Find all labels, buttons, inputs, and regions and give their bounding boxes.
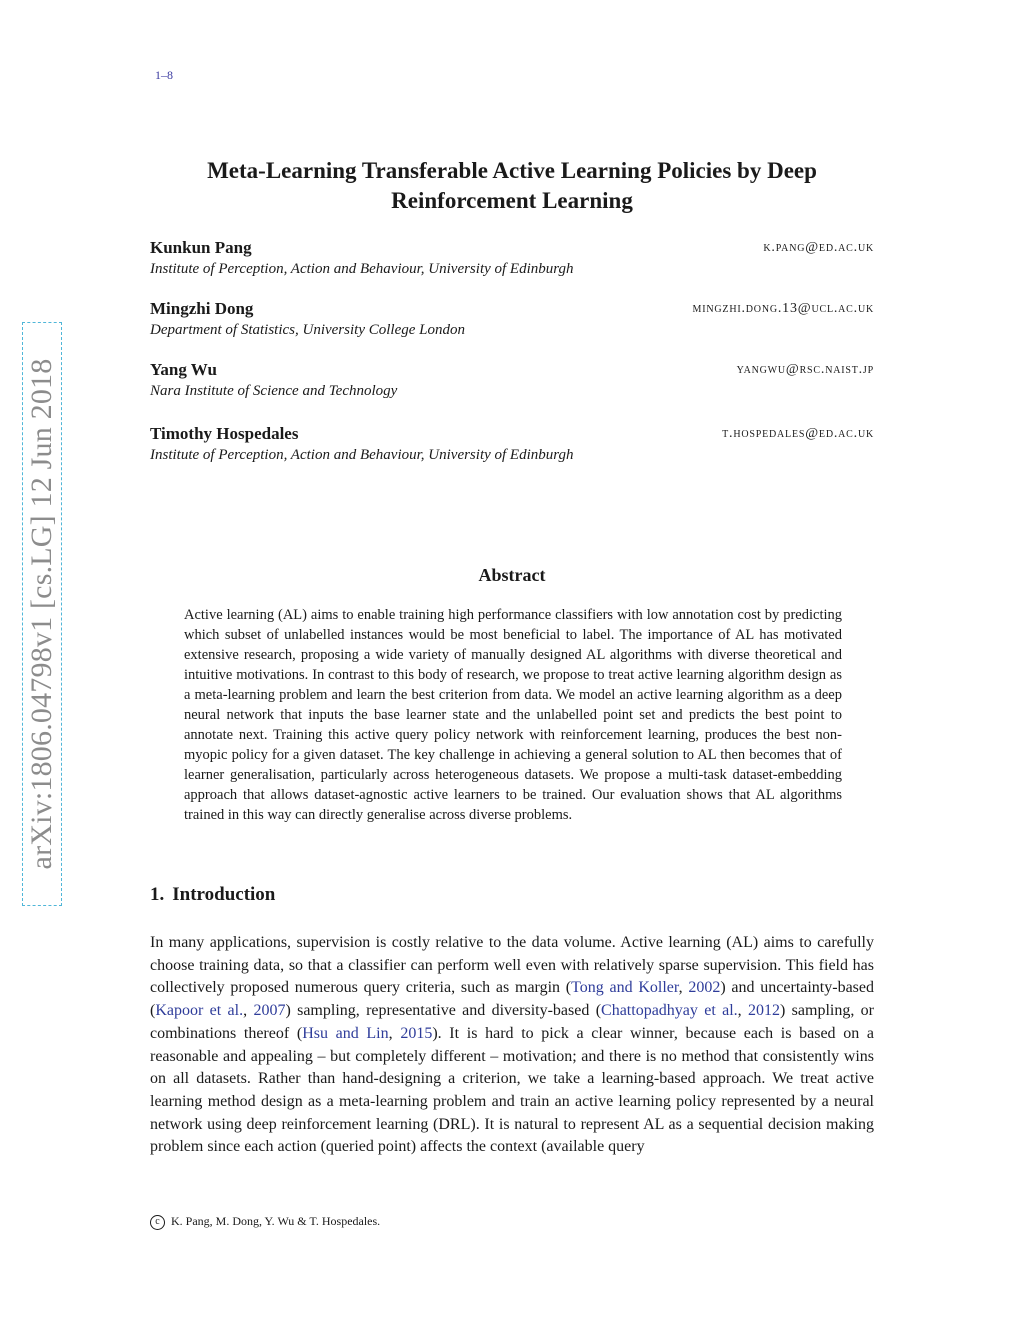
- abstract-body: Active learning (AL) aims to enable training high performance classifiers with low annotation cost by predicting which subset of unlabelled instances would be most beneficial to label. The importance of AL has motivated extensive research, proposing a wide variety of manually designed AL algorithms with diverse theoretical and intuitive motivations. In contrast to this body of research, we propose to treat active learning algorithm design as a meta-learning problem and learn the best criterion from data. We model an active learning algorithm as a deep neural network that inputs the base learner state and the unlabelled point set and predicts the best point to annotate next. Training this active query policy network with reinforcement learning, produces the best non-myopic policy for a given dataset. The key challenge in achieving a general solution to AL then becomes that of learner generalisation, particularly across heterogeneous datasets. We propose a multi-task dataset-embedding approach that allows dataset-agnostic active learners to be trained. Our evaluation shows that AL algorithms trained in this way can directly generalise across diverse problems.: [184, 607, 842, 823]
- section-number: 1.: [150, 884, 165, 905]
- author-name: Timothy Hospedales: [150, 424, 299, 443]
- introduction-paragraph: [150, 932, 874, 1159]
- citation-link[interactable]: Chattopadhyay et al.: [601, 1002, 738, 1020]
- paragraph-text: In many applications, supervision is costly relative to the data volume. Active learning (AL) aims to carefully choose training data, so that a classifier can perform well even with relatively sparse supervision. This field has collectively proposed numerous query criteria, such as margin (: [150, 934, 874, 997]
- citation-year-link[interactable]: 2015: [400, 1024, 433, 1042]
- copyright-footer: [150, 1214, 380, 1230]
- arxiv-identifier-stamp[interactable]: [22, 322, 62, 906]
- author-affiliation: Nara Institute of Science and Technology: [150, 383, 398, 399]
- paragraph-text: ,: [243, 1002, 254, 1020]
- paragraph-text: ,: [678, 979, 689, 997]
- citation-year-link[interactable]: 2012: [748, 1002, 781, 1020]
- author-name: Kunkun Pang: [150, 238, 252, 257]
- paragraph-text: ,: [737, 1002, 749, 1020]
- author-affiliation: Institute of Perception, Action and Behaviour, University of Edinburgh: [150, 447, 574, 463]
- author-email[interactable]: t.hospedales@ed.ac.uk: [722, 426, 874, 441]
- page-number: 1–8: [155, 68, 173, 82]
- author-block: [150, 298, 874, 340]
- paragraph-text: ) sampling, or combinations thereof (: [150, 1002, 875, 1042]
- arxiv-identifier-text: arXiv:1806.04798v1 [cs.LG] 12 Jun 2018: [25, 358, 58, 870]
- paragraph-text: ). It is hard to pick a clear winner, because each is based on a reasonable and appealing – but completely different – motivation; and there is no method that consistently wins on all datasets. Rather than hand-designing a criterion, we take a learning-based approach. We treat active learning method design as a meta-learning problem and train an active learning policy represented by a neural network using deep reinforcement learning (DRL). It is natural to represent AL as a sequential decision making problem since each action (queried point) affects the context (available query: [150, 1024, 875, 1156]
- citation-link[interactable]: Hsu and Lin: [302, 1024, 389, 1042]
- paragraph-text: ) and uncertainty-based (: [150, 979, 875, 1020]
- author-affiliation: Institute of Perception, Action and Behaviour, University of Edinburgh: [150, 261, 574, 277]
- section-heading-introduction: [150, 884, 275, 906]
- citation-year-link[interactable]: 2007: [253, 1002, 286, 1020]
- author-email[interactable]: mingzhi.dong.13@ucl.ac.uk: [692, 301, 874, 316]
- author-name: Mingzhi Dong: [150, 299, 254, 318]
- citation-link[interactable]: Tong and Koller: [571, 979, 679, 997]
- author-block: [150, 237, 874, 279]
- author-block: [150, 359, 874, 401]
- author-email[interactable]: k.pang@ed.ac.uk: [763, 240, 874, 255]
- citation-year-link[interactable]: 2002: [688, 979, 721, 997]
- author-name: Yang Wu: [150, 360, 217, 379]
- author-affiliation: Department of Statistics, University College London: [150, 322, 465, 338]
- author-block: [150, 423, 874, 465]
- paragraph-text: ,: [388, 1024, 401, 1042]
- paragraph-text: ) sampling, representative and diversity-based (: [285, 1002, 602, 1020]
- paper-title: Meta-Learning Transferable Active Learning Policies by Deep Reinforcement Learning: [207, 158, 817, 213]
- author-email[interactable]: yangwu@rsc.naist.jp: [736, 362, 874, 377]
- abstract-heading: Abstract: [478, 565, 546, 585]
- copyright-icon: c: [150, 1215, 165, 1230]
- copyright-text: K. Pang, M. Dong, Y. Wu & T. Hospedales.: [171, 1214, 381, 1228]
- citation-link[interactable]: Kapoor et al.: [155, 1002, 244, 1020]
- section-title: Introduction: [172, 884, 276, 905]
